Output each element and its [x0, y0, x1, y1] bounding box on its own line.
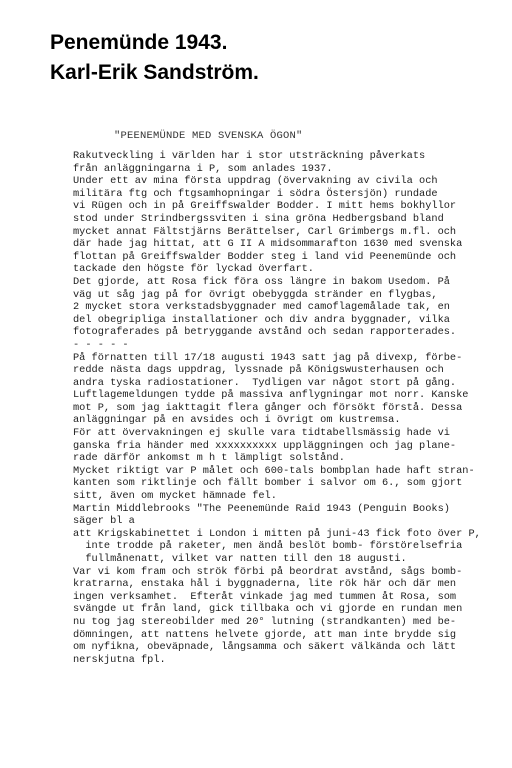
text-line: tackade den högste för lyckad överfart.: [73, 263, 314, 276]
text-line: rade därför ankomst m h t lämpligt solstånd.: [73, 452, 345, 465]
text-line: ganska fria händer med xxxxxxxxxx uppläggningen och jag plane-: [73, 439, 457, 452]
text-line: Under ett av mina första uppdrag (övervakning av civila och: [73, 175, 438, 188]
text-line: att Krigskabinettet i London i mitten på juni-43 fick foto över P,: [73, 527, 481, 540]
text-line: Mycket riktigt var P målet och 600-tals bombplan hade haft stran-: [73, 464, 475, 477]
text-line: anläggningar på en avsides och i övrigt om kustremsa.: [73, 414, 401, 427]
text-line: kratrarna, enstaka hål i byggnaderna, lite rök här och där men: [73, 578, 457, 591]
text-line: från anläggningarna i P, som anlades 1937.: [73, 162, 333, 175]
text-line: För att övervakningen ej skulle vara tidtabellsmässig hade vi: [73, 427, 450, 440]
text-line: Martin Middlebrooks "The Peenemünde Raid 1943 (Penguin Books): [73, 502, 450, 515]
text-line: nerskjutna fpl.: [73, 653, 166, 666]
section-divider: - - - - -: [73, 338, 129, 351]
text-line: På förnatten till 17/18 augusti 1943 satt jag på divexp, förbe-: [73, 351, 463, 364]
text-line: mot P, som jag iakttagit flera gånger och försökt förstå. Dessa: [73, 401, 463, 414]
header-title: Penemünde 1943.: [50, 31, 228, 54]
text-line: väg ut såg jag på for övrigt obebyggda stränder en flygbas,: [73, 288, 438, 301]
text-line: kanten som riktlinje och fällt bomber i salvor om 6., som gjort: [73, 477, 463, 490]
text-line: andra tyska radiostationer. Tydligen var något stort på gång.: [73, 376, 457, 389]
text-line: Rakutveckling i världen har i stor utsträckning påverkats: [73, 150, 426, 162]
text-line: mycket annat Fältstjärns Berättelser, Carl Grimbergs m.fl. och: [73, 225, 457, 238]
text-line: om nyfikna, obeväpnade, långsamma och säkert välkända och lätt: [73, 641, 457, 654]
text-line: sitt, även om mycket hämnade fel.: [73, 490, 277, 503]
text-line: svängde ut från land, gick tillbaka och vi gjorde en rundan men: [73, 603, 463, 616]
text-line: fotograferades på betryggande avstånd och sedan rapporterades.: [73, 326, 457, 339]
text-line: 2 mycket stora verkstadsbyggnader med camoflagemålade tak, en: [73, 301, 450, 314]
page-header: [50, 28, 259, 88]
document-title: "PEENEMÜNDE MED SVENSKA ÖGON": [114, 130, 303, 142]
typewritten-text: [73, 150, 505, 666]
text-line: Var vi kom fram och strök förbi på beordrat avstånd, sågs bomb-: [73, 565, 463, 578]
text-line: säger bl a: [73, 515, 135, 528]
text-line: fullmånenatt, vilket var natten till den 18 augusti.: [73, 553, 407, 565]
text-line: ingen verksamhet. Efteråt vinkade jag med tummen åt Rosa, som: [73, 590, 457, 603]
text-line: vi Rügen och in på Greiffswalder Bodder. I mitt hems bokhyllor: [73, 200, 457, 213]
text-line: flottan på Greiffswalder Bodder steg i land vid Peenemünde och: [73, 250, 457, 263]
text-line: Det gjorde, att Rosa fick föra oss längre in bakom Usedom. På: [73, 275, 450, 288]
text-line: militära ftg och ftgsamhopningar i södra Östersjön) rundade: [73, 187, 438, 200]
text-line: Luftlagemeldungen tydde på massiva anflygningar mot norr. Kanske: [73, 389, 469, 402]
text-line: redde nästa dags uppdrag, lyssnade på Königswusterhausen och: [73, 364, 444, 377]
text-line: där hade jag hittat, att G II A midsommarafton 1630 med svenska: [73, 238, 463, 251]
text-line: stod under Strindbergssviten i sina gröna Hedbergsband bland: [73, 212, 444, 225]
text-line: del obegripliga installationer och div andra byggnader, vilka: [73, 313, 450, 326]
text-line: inte trodde på raketer, men ändå beslöt bomb- förstörelsefria: [73, 540, 463, 553]
header-author: Karl-Erik Sandström.: [50, 61, 259, 84]
text-line: dömningen, att nattens helvete gjorde, att man inte brydde sig: [73, 628, 457, 641]
text-line: nu tog jag stereobilder med 20° lutning (strandkanten) med be-: [73, 615, 457, 628]
